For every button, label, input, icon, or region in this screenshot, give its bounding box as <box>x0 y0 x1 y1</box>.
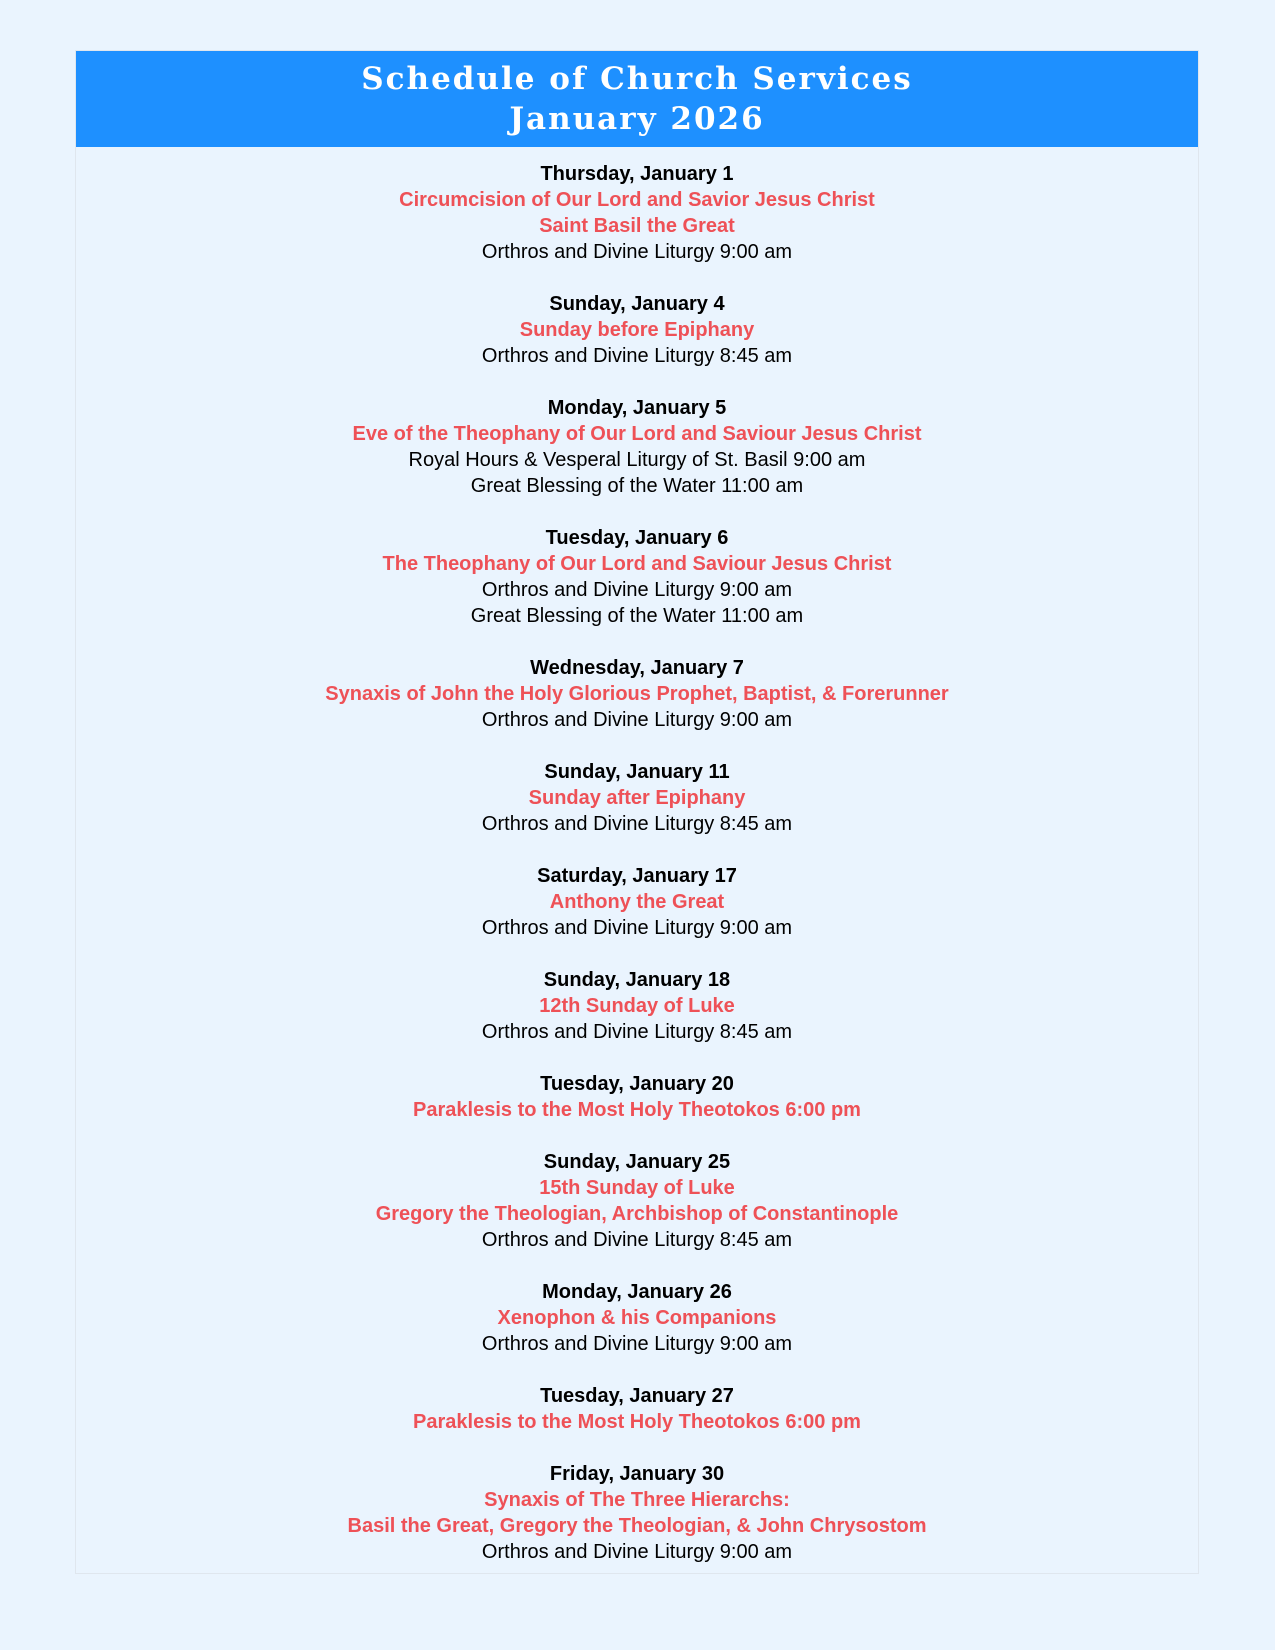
schedule-month: January 2026 <box>509 101 765 137</box>
event-block <box>76 1149 1198 1253</box>
event-date: Sunday, January 4 <box>549 293 725 315</box>
event-feast: Synaxis of John the Holy Glorious Prophet, Baptist, & Forerunner <box>325 683 949 705</box>
event-block <box>76 1383 1198 1435</box>
event-block <box>76 395 1198 499</box>
event-block <box>76 863 1198 941</box>
schedule-sheet <box>75 50 1199 1574</box>
event-feast: Paraklesis to the Most Holy Theotokos 6:00 pm <box>413 1411 861 1433</box>
event-date: Friday, January 30 <box>549 1463 725 1485</box>
event-service: Orthros and Divine Liturgy 9:00 am <box>481 1541 793 1563</box>
event-block <box>76 967 1198 1045</box>
event-service: Orthros and Divine Liturgy 8:45 am <box>481 1021 793 1043</box>
event-date: Tuesday, January 27 <box>540 1385 734 1407</box>
event-feast: Eve of the Theophany of Our Lord and Saviour Jesus Christ <box>352 423 922 445</box>
event-feast: Basil the Great, Gregory the Theologian, & John Chrysostom <box>347 1515 927 1537</box>
event-date: Sunday, January 11 <box>544 761 730 783</box>
event-list <box>76 147 1198 1565</box>
event-feast: Synaxis of The Three Hierarchs: <box>484 1489 790 1511</box>
event-block <box>76 161 1198 265</box>
event-feast: Anthony the Great <box>549 891 725 913</box>
event-date: Thursday, January 1 <box>540 163 734 185</box>
event-block <box>76 1461 1198 1565</box>
event-block <box>76 759 1198 837</box>
event-service: Orthros and Divine Liturgy 9:00 am <box>481 241 793 263</box>
event-date: Saturday, January 17 <box>537 865 737 887</box>
event-service: Orthros and Divine Liturgy 8:45 am <box>481 345 793 367</box>
event-feast: Saint Basil the Great <box>539 215 735 237</box>
event-feast: 15th Sunday of Luke <box>539 1177 735 1199</box>
event-feast: Gregory the Theologian, Archbishop of Constantinople <box>375 1203 899 1225</box>
event-block <box>76 1279 1198 1357</box>
schedule-header <box>76 51 1198 147</box>
event-service: Royal Hours & Vesperal Liturgy of St. Basil 9:00 am <box>408 449 866 471</box>
event-service: Great Blessing of the Water 11:00 am <box>470 605 804 627</box>
event-feast: Xenophon & his Companions <box>497 1307 777 1329</box>
event-date: Sunday, January 25 <box>543 1151 731 1173</box>
event-service: Orthros and Divine Liturgy 9:00 am <box>481 917 793 939</box>
event-block <box>76 655 1198 733</box>
event-feast: Paraklesis to the Most Holy Theotokos 6:00 pm <box>413 1099 861 1121</box>
event-feast: Circumcision of Our Lord and Savior Jesus Christ <box>399 189 875 211</box>
event-date: Monday, January 5 <box>547 397 727 419</box>
event-date: Wednesday, January 7 <box>530 657 744 679</box>
event-date: Tuesday, January 20 <box>540 1073 734 1095</box>
event-date: Tuesday, January 6 <box>545 527 729 549</box>
event-service: Great Blessing of the Water 11:00 am <box>470 475 804 497</box>
schedule-title: Schedule of Church Services <box>361 61 913 97</box>
event-block <box>76 291 1198 369</box>
event-date: Monday, January 26 <box>542 1281 732 1303</box>
event-service: Orthros and Divine Liturgy 8:45 am <box>481 1229 793 1251</box>
event-feast: Sunday before Epiphany <box>519 319 755 341</box>
event-service: Orthros and Divine Liturgy 9:00 am <box>481 1333 793 1355</box>
event-block <box>76 525 1198 629</box>
event-feast: 12th Sunday of Luke <box>539 995 735 1017</box>
event-block <box>76 1071 1198 1123</box>
event-service: Orthros and Divine Liturgy 8:45 am <box>481 813 793 835</box>
event-feast: The Theophany of Our Lord and Saviour Jesus Christ <box>382 553 892 575</box>
event-service: Orthros and Divine Liturgy 9:00 am <box>481 579 793 601</box>
event-service: Orthros and Divine Liturgy 9:00 am <box>481 709 793 731</box>
event-date: Sunday, January 18 <box>543 969 731 991</box>
event-feast: Sunday after Epiphany <box>528 787 746 809</box>
